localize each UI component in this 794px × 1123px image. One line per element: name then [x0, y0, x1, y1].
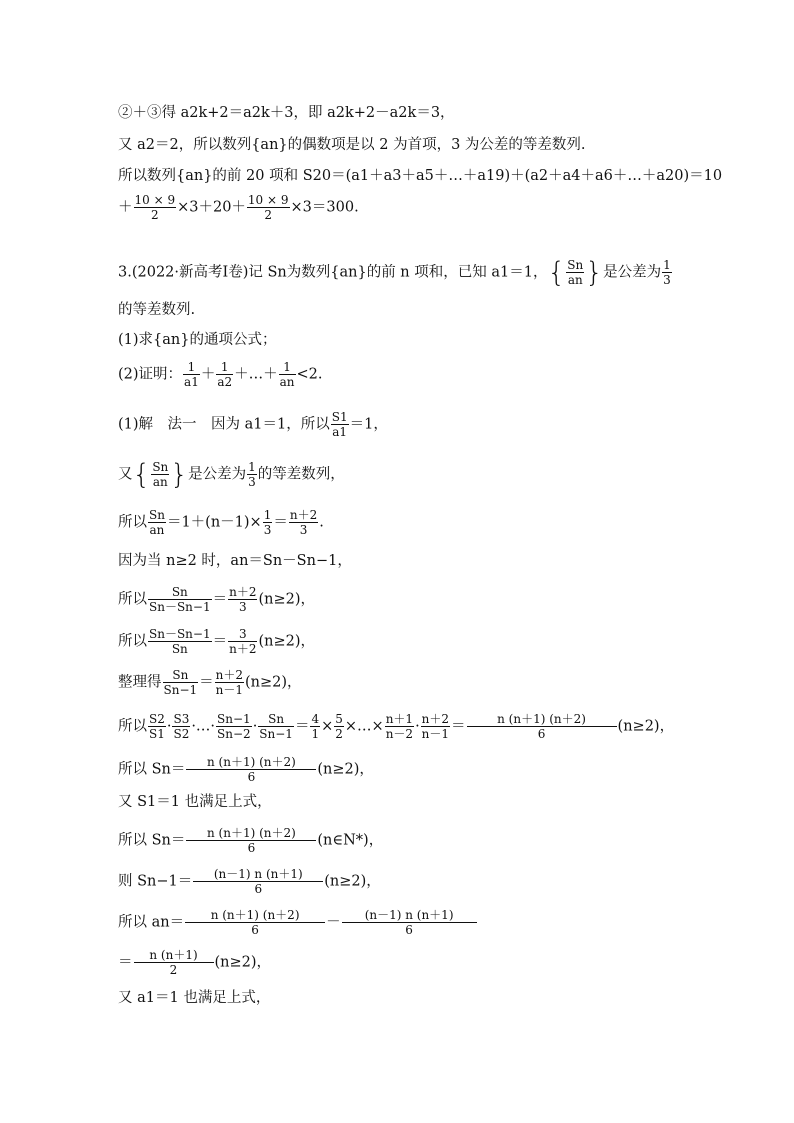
numerator: n＋2 [215, 668, 244, 682]
denominator: 3 [263, 523, 272, 537]
numerator: S1 [331, 410, 348, 424]
denominator: 6 [247, 841, 256, 855]
fraction-np2-over-nm1 [215, 668, 244, 697]
numerator: 10 × 9 [134, 193, 176, 207]
question-text-cont: 的等差数列. [118, 302, 196, 318]
numerator: n (n＋1) (n＋2) [185, 908, 325, 923]
numerator: 1 [663, 258, 671, 272]
solution-text-tail: 的等差数列， [257, 466, 345, 483]
solution-text: 因为当 n≥2 时，an＝Sn－Sn−1， [118, 553, 352, 569]
fraction-3-over-np2 [228, 627, 257, 656]
numerator: 1 [263, 508, 272, 522]
part-2-label: (2)证明： [118, 366, 183, 383]
fraction-Snm1-over-Snm2 [216, 712, 252, 741]
text-line-2 [118, 135, 586, 155]
denominator: an [279, 375, 295, 389]
denominator: a2 [217, 375, 233, 389]
fraction-10x9-over-2 [134, 193, 177, 222]
denominator: 6 [405, 923, 413, 937]
solution-text: 所以 Sn＝ [118, 832, 186, 849]
denominator: 3 [238, 600, 247, 614]
denominator: 1 [311, 727, 320, 741]
fraction-product-over-6 [185, 908, 325, 937]
equals-sign: ＝ [118, 954, 133, 971]
denominator: S1 [149, 727, 165, 741]
numerator: 3 [228, 627, 257, 642]
fraction-Sn-over-Snm1 [163, 668, 199, 697]
solution-text: 所以 [118, 591, 147, 608]
numerator: 5 [335, 712, 343, 726]
fraction-product-over-6 [186, 755, 316, 784]
fraction-np1-over-nm2 [385, 712, 414, 741]
fraction-Sn-over-an [566, 258, 584, 287]
denominator: an [152, 475, 168, 489]
solution-line-8: 所以 $\frac{S2}{S1}$ · $\frac{S3}{S2}$ ·…· $\frac{Sn-1}{Sn-2}$ · $\frac{Sn}{Sn-1}$ ＝ $\frac{4}{1}$ × $\frac{5}{2}$ ×…× $\frac{n+1}{n-2}$ · $\frac{n+2}{n-1}$ ＝ $\frac{n (n+1) (n+2)}{6}$ (n≥2)， [118, 712, 675, 741]
solution-line-10 [118, 792, 272, 812]
solution-text: 所以 an＝ [118, 914, 185, 931]
condition: (n≥2)， [324, 873, 381, 890]
fraction-1-over-a1 [183, 360, 200, 389]
condition: (n≥2)， [258, 633, 315, 650]
numerator: (n－1) n (n＋1) [193, 867, 323, 882]
fraction-product-over-6 [467, 712, 617, 741]
solution-line-15 [118, 988, 270, 1008]
condition: (n≥2)， [258, 591, 315, 608]
plus-sign: ＋ [118, 199, 133, 216]
denominator: Sn－Sn−1 [149, 600, 211, 614]
fraction-10x9-over-2-b [247, 193, 290, 222]
solution-text: (1)解 法一 因为 a1＝1，所以 [118, 416, 330, 433]
denominator: 2 [169, 963, 178, 977]
numerator: n＋2 [421, 712, 450, 726]
minus-sign: － [326, 914, 341, 931]
fraction-S1-over-a1 [331, 410, 349, 439]
numerator: n＋2 [229, 585, 257, 599]
denominator: S2 [173, 727, 190, 741]
inequality-tail: <2. [296, 366, 323, 383]
solution-line-13 [118, 908, 478, 937]
numerator: n＋1 [385, 712, 414, 726]
denominator: n－1 [215, 683, 244, 697]
fraction-np2-over-3 [289, 508, 318, 537]
solution-text-tail: ＝1， [349, 416, 388, 433]
numerator: Sn [567, 258, 584, 272]
solution-line-4 [118, 551, 352, 571]
equals-sign: ＝ [212, 633, 228, 650]
solution-text: 所以 [118, 514, 147, 531]
numerator: Sn [148, 585, 212, 600]
solution-line-1 [118, 410, 388, 439]
equals-sign: ＝ [212, 591, 228, 608]
question-text: 3.(2022·新高考Ⅰ卷)记 Sn为数列{an}的前 n 项和，已知 a1＝1， [118, 264, 548, 281]
numerator: 1 [279, 360, 296, 375]
denominator: n＋2 [229, 642, 257, 656]
ellipsis: … [357, 718, 372, 735]
fraction-np2-over-3 [228, 585, 257, 614]
product-dots: ·…· [191, 718, 216, 735]
solution-line-2 [118, 457, 345, 491]
denominator: Sn [171, 642, 188, 656]
question-3-part-2: (2)证明： $\frac{1}{a1}$ ＋ $\frac{1}{a2}$ ＋…＋ $\frac{1}{an}$ <2. [118, 360, 323, 389]
solution-text: 又 a1＝1 也满足上式， [118, 990, 271, 1006]
fraction-S2-over-S1 [148, 712, 166, 741]
denominator: an [149, 523, 165, 537]
right-brace: } [585, 255, 604, 289]
solution-text: 所以 Sn＝ [118, 761, 186, 778]
denominator: Sn−2 [217, 727, 251, 741]
solution-text-mid: 是公差为 [188, 466, 247, 483]
condition: (n≥2)， [317, 761, 374, 778]
denominator: 3 [248, 475, 256, 489]
solution-line-11 [118, 826, 383, 855]
fraction-diff-over-Sn [148, 627, 212, 656]
solution-text: 所以 [118, 718, 147, 735]
sum-text: 所以数列{an}的前 20 项和 S20＝(a1＋a3＋a5＋…＋a19)＋(a2＋a4＋a6＋…＋a20)＝10 [118, 168, 723, 184]
text-line-4 [118, 193, 359, 222]
fraction-1-over-3 [247, 460, 257, 489]
numerator: Sn [163, 668, 199, 683]
numerator: 1 [183, 360, 200, 375]
fraction-1-over-an [279, 360, 296, 389]
question-3-line [118, 255, 673, 289]
left-brace: { [132, 457, 151, 491]
numerator: n (n＋1) (n＋2) [467, 712, 617, 727]
numerator: Sn−1 [217, 712, 251, 726]
solution-line-7 [118, 668, 302, 697]
denominator: n－1 [421, 727, 450, 741]
solution-text: 整理得 [118, 674, 162, 691]
fraction-Sn-over-an [151, 460, 169, 489]
solution-line-3 [118, 508, 324, 537]
denominator: 2 [335, 727, 343, 741]
denominator: Sn−1 [163, 683, 198, 697]
condition: (n≥2)， [617, 718, 675, 735]
question-3-cont [118, 300, 195, 320]
denominator: 6 [247, 770, 256, 784]
expr-text: ×3＋20＋ [177, 199, 246, 216]
fraction-Sn-over-diff [148, 585, 212, 614]
numerator: Sn [258, 712, 294, 727]
expr-result: ×3＝300. [290, 199, 359, 216]
denominator: a1 [332, 425, 348, 439]
text-line-1 [118, 103, 455, 123]
fraction-nnp1-over-2 [134, 948, 214, 977]
solution-text: 又 S1＝1 也满足上式， [118, 794, 272, 810]
denominator: 6 [254, 882, 263, 896]
numerator: 1 [248, 460, 256, 474]
solution-text: 所以 [118, 633, 147, 650]
solution-line-9 [118, 755, 374, 784]
numerator: Sn－Sn−1 [149, 627, 211, 641]
denominator: a1 [184, 375, 199, 389]
fraction-Sn-over-an [148, 508, 166, 537]
numerator: 10 × 9 [247, 193, 289, 207]
solution-line-5 [118, 585, 315, 614]
numerator: (n－1) n (n＋1) [342, 908, 477, 923]
question-text-mid: 是公差为 [603, 264, 662, 281]
denominator: 6 [537, 727, 546, 741]
fraction-product2-over-6 [342, 908, 477, 937]
equals-sign: ＝ [273, 514, 288, 531]
solution-line-6 [118, 627, 315, 656]
period: . [319, 514, 324, 531]
numerator: 1 [216, 360, 233, 375]
fraction-1-over-a2 [216, 360, 233, 389]
denominator: 2 [150, 208, 159, 222]
numerator: n＋2 [289, 508, 318, 522]
numerator: S3 [173, 712, 190, 726]
solution-line-14 [118, 948, 271, 977]
right-brace: } [170, 457, 189, 491]
equation-text: ②＋③得 a2k+2＝a2k＋3，即 a2k+2－a2k＝3， [118, 105, 455, 121]
denominator: 6 [251, 923, 259, 937]
fraction-np2-over-nm1 [421, 712, 450, 741]
solution-text: 则 Sn−1＝ [118, 873, 193, 890]
denominator: Sn−1 [259, 727, 293, 741]
denominator: 2 [264, 208, 273, 222]
equals-sign: ＝ [199, 674, 214, 691]
equals-sign: ＝ [451, 718, 466, 735]
denominator: 3 [663, 273, 671, 287]
condition: (n≥2)， [245, 674, 302, 691]
numerator: S2 [149, 712, 165, 726]
fraction-Sn-over-Snm1 [258, 712, 294, 741]
numerator: n (n＋1) [134, 948, 214, 963]
part-1-text: (1)求{an}的通项公式； [118, 332, 277, 348]
statement-text: 又 a2＝2，所以数列{an}的偶数项是以 2 为首项，3 为公差的等差数列. [118, 137, 586, 153]
solution-text: 又 [118, 466, 133, 483]
solution-line-12 [118, 867, 381, 896]
fraction-S3-over-S2 [172, 712, 190, 741]
left-brace: { [547, 255, 566, 289]
fraction-1-over-3 [263, 508, 273, 537]
equals-sign: ＝ [294, 718, 310, 735]
fraction-5-over-2 [334, 712, 344, 741]
fraction-product2-over-6 [193, 867, 323, 896]
denominator: an [567, 273, 583, 287]
fraction-4-over-1 [310, 712, 320, 741]
condition: (n≥2)， [214, 954, 272, 971]
expr-text: ＝1＋(n－1)× [166, 514, 262, 531]
numerator: Sn [152, 460, 169, 474]
numerator: n (n＋1) (n＋2) [186, 755, 316, 770]
text-line-3 [118, 166, 722, 186]
denominator: 3 [299, 523, 308, 537]
fraction-1-over-3 [662, 258, 672, 287]
condition: (n∈N*)， [317, 832, 384, 849]
numerator: n (n＋1) (n＋2) [186, 826, 316, 841]
fraction-product-over-6 [186, 826, 316, 855]
question-3-part-1 [118, 330, 276, 350]
ellipsis: … [248, 366, 264, 383]
numerator: 4 [311, 712, 320, 726]
numerator: Sn [149, 508, 165, 522]
denominator: n－2 [385, 727, 414, 741]
